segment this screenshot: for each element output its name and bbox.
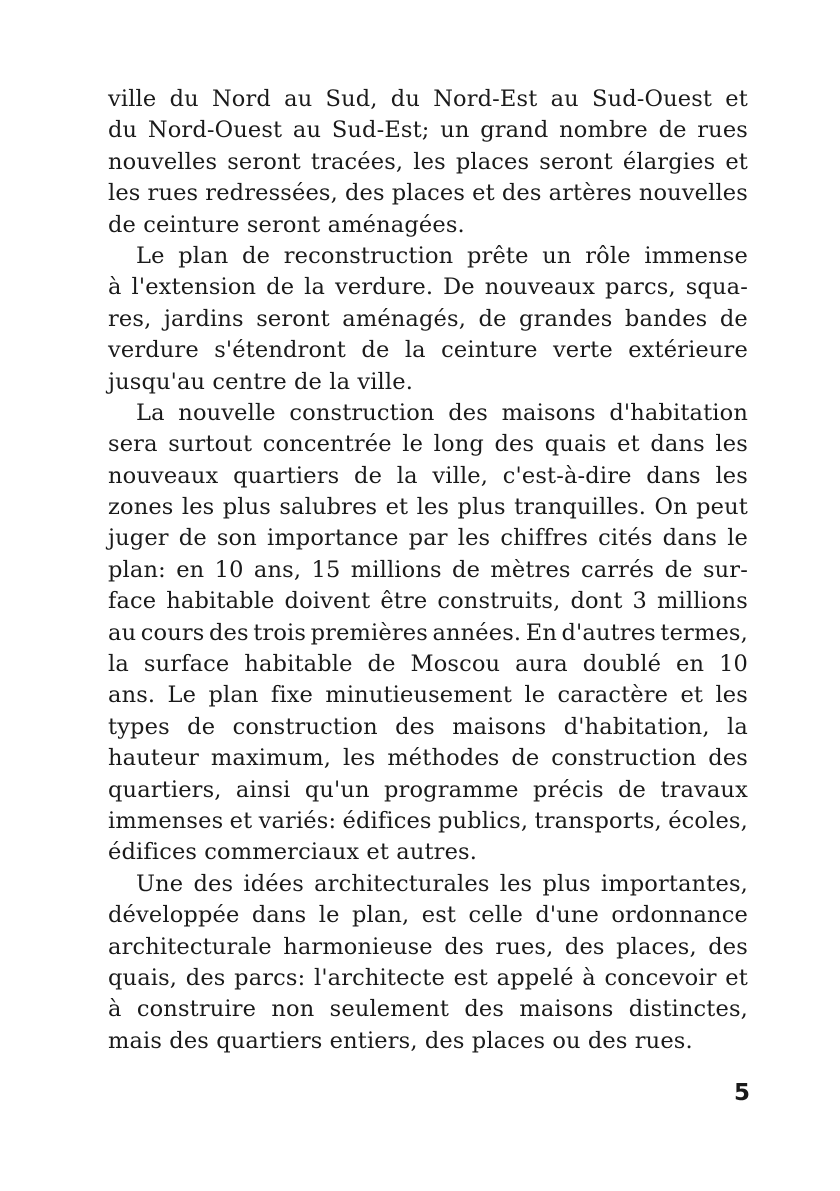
- text-line: édifices commerciaux et autres.: [108, 839, 478, 866]
- text-line: architecturale harmonieuse des rues, des places, des: [108, 933, 748, 960]
- text-line: jusqu'au centre de la ville.: [108, 368, 413, 395]
- text-line: immenses et variés: édifices publics, transports, écoles,: [108, 807, 748, 834]
- text-line: zones les plus salubres et les plus tranquilles. On peut: [108, 494, 748, 521]
- text-line: à construire non seulement des maisons distinctes,: [108, 996, 748, 1023]
- text-line: mais des quartiers entiers, des places ou des rues.: [108, 1027, 693, 1054]
- text-line: la surface habitable de Moscou aura doublé en 10: [108, 651, 748, 678]
- text-line: de ceinture seront aménagées.: [108, 211, 465, 238]
- text-line: res, jardins seront aménagés, de grandes bandes de: [108, 305, 748, 332]
- text-line: développée dans le plan, est celle d'une ordonnance: [108, 902, 748, 929]
- text-line: nouveaux quartiers de la ville, c'est-à-dire dans les: [108, 462, 748, 489]
- text-line: sera surtout concentrée le long des quais et dans les: [108, 431, 748, 458]
- paragraph: [108, 869, 748, 1057]
- paragraph: [108, 84, 748, 241]
- text-line: quartiers, ainsi qu'un programme précis de travaux: [108, 776, 748, 803]
- text-line: types de construction des maisons d'habitation, la: [108, 713, 748, 740]
- text-line: les rues redressées, des places et des artères nouvelles: [108, 180, 748, 207]
- text-line: face habitable doivent être construits, dont 3 millions: [108, 588, 748, 615]
- text-line: verdure s'étendront de la ceinture verte extérieure: [108, 337, 748, 364]
- text-line: nouvelles seront tracées, les places seront élargies et: [108, 148, 748, 175]
- page-number: 5: [733, 1080, 750, 1106]
- body-text: [108, 84, 748, 1057]
- paragraph: [108, 241, 748, 398]
- text-line: Une des idées architecturales les plus importantes,: [136, 870, 748, 897]
- text-line: juger de son importance par les chiffres cités dans le: [108, 525, 748, 552]
- text-line: Le plan de reconstruction prête un rôle immense: [136, 242, 748, 269]
- text-line: quais, des parcs: l'architecte est appelé à concevoir et: [108, 964, 748, 991]
- text-line: ans. Le plan fixe minutieusement le caractère et les: [108, 682, 748, 709]
- text-line: à l'extension de la verdure. De nouveaux parcs, squa-: [108, 274, 748, 301]
- paragraph: [108, 398, 748, 869]
- text-line: ville du Nord au Sud, du Nord-Est au Sud-Ouest et: [108, 86, 748, 112]
- text-line: plan: en 10 ans, 15 millions de mètres carrés de sur-: [108, 556, 748, 583]
- text-line: au cours des trois premières années. En d'autres termes,: [108, 619, 748, 646]
- text-line: hauteur maximum, les méthodes de construction des: [108, 745, 748, 772]
- text-line: du Nord-Ouest au Sud-Est; un grand nombre de rues: [108, 117, 748, 144]
- text-line: La nouvelle construction des maisons d'habitation: [136, 399, 748, 426]
